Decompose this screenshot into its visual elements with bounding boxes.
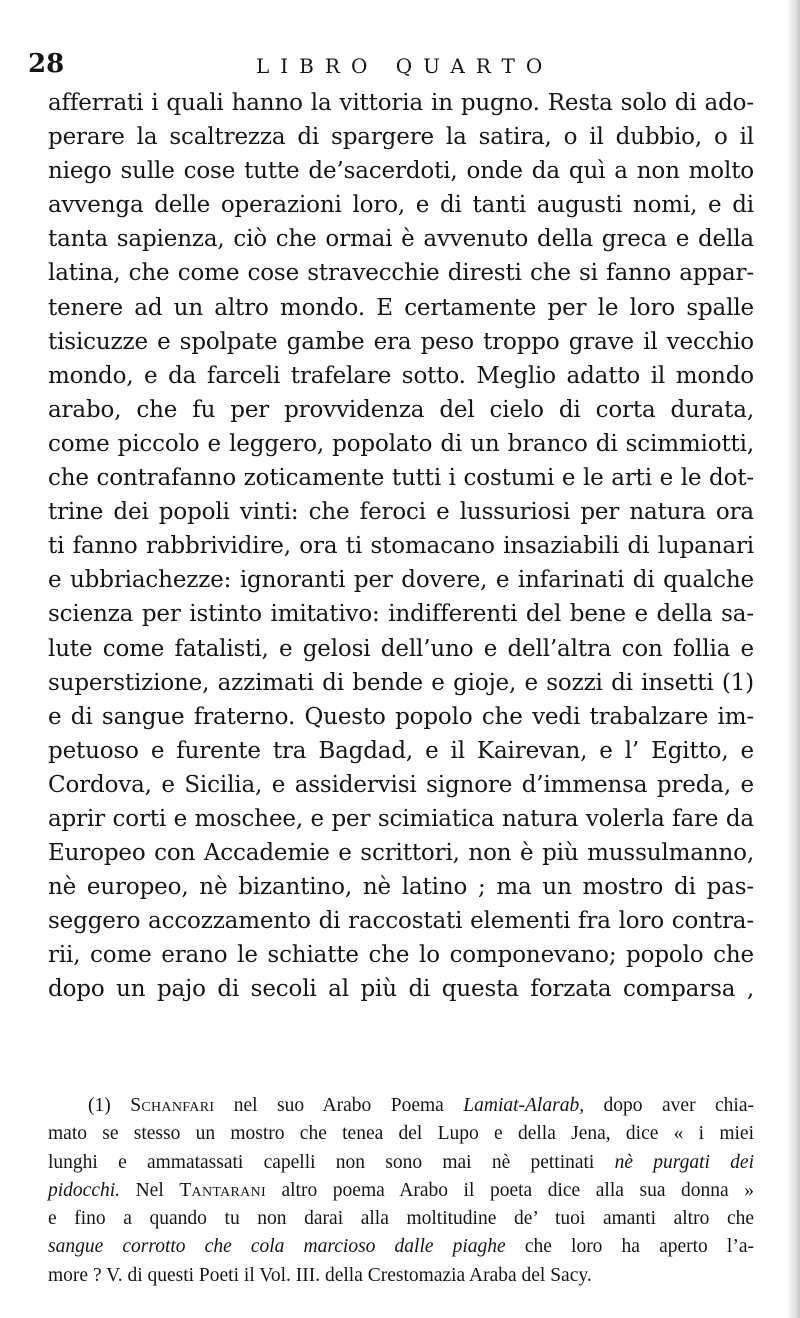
text-line: scienza per istinto imitativo: indifferenti del bene e della sa- — [48, 601, 754, 628]
text-line: ti fanno rabbrividire, ora ti stomacano insaziabili di lupanari — [48, 533, 754, 560]
text-line: niego sulle cose tutte de’sacerdoti, onde da quì a non molto — [48, 158, 754, 185]
text-line: latina, che come cose stravecchie diresti che si fanno appar- — [48, 260, 754, 287]
text-line: dopo un pajo di secoli al più di questa forzata comparsa , — [48, 976, 754, 1003]
footnote-italic: nè purgati dei — [614, 1151, 754, 1173]
footnote-text: nel suo Arabo Poema — [214, 1095, 464, 1116]
text-line: tenere ad un altro mondo. E certamente per le loro spalle — [48, 294, 754, 321]
text-line: aprir corti e moschee, e per scimiatica natura volerla fare da — [48, 805, 754, 832]
page-number: 28 — [28, 49, 65, 79]
footnote-italic: pidocchi. — [48, 1179, 121, 1201]
page-header — [28, 44, 768, 84]
footnote-text: che loro ha aperto l’a- — [505, 1236, 754, 1258]
footnote-line: more ? V. di questi Poeti il Vol. III. della Crestomazia Araba del Sacy. — [48, 1264, 592, 1286]
text-line: trine dei popoli vinti: che feroci e lussuriosi per natura ora — [48, 499, 754, 526]
text-line: avvenga delle operazioni loro, e di tanti augusti nomi, e di — [48, 192, 754, 219]
text-line: petuoso e furente tra Bagdad, e il Kairevan, e l’ Egitto, e — [48, 737, 754, 764]
text-line: tanta sapienza, ciò che ormai è avvenuto della greca e della — [48, 226, 754, 253]
author-name: Tantarani — [179, 1179, 266, 1201]
text-line: arabo, che fu per provvidenza del cielo di corta durata, — [48, 396, 754, 423]
text-line: Europeo con Accademie e scrittori, non è più mussulmanno, — [48, 840, 754, 867]
footnote-line — [48, 1092, 754, 1120]
footnote-italic: sangue corrotto che cola marcioso dalle piaghe — [48, 1236, 506, 1258]
footnote-text: Nel — [120, 1179, 180, 1201]
footnote-line — [48, 1149, 754, 1177]
text-line: Cordova, e Sicilia, e assidervisi signore d’immensa preda, e — [48, 771, 754, 798]
running-title: LIBRO QUARTO — [256, 54, 554, 78]
text-line: rii, come erano le schiatte che lo componevano; popolo che — [48, 942, 754, 969]
footnote-line: e fino a quando tu non darai alla moltitudine de’ tuoi amanti altro che — [48, 1208, 754, 1230]
text-line: e ubbriachezze: ignoranti per dovere, e infarinati di qualche — [48, 567, 754, 594]
text-line: come piccolo e leggero, popolato di un branco di scimmiotti, — [48, 430, 754, 457]
footnote-marker: (1) — [88, 1095, 111, 1116]
text-line: seggero accozzamento di raccostati elementi fra loro contra- — [48, 908, 754, 935]
text-line: mondo, e da farceli trafelare sotto. Meglio adatto il mondo — [48, 362, 754, 389]
text-line: tisicuzze e spolpate gambe era peso troppo grave il vecchio — [48, 328, 754, 355]
footnote-line — [48, 1177, 754, 1205]
text-line: e di sangue fraterno. Questo popolo che vedi trabalzare im- — [48, 703, 754, 730]
footnote-text: lunghi e ammatassati capelli non sono mai nè pettinati — [48, 1151, 615, 1173]
author-name: Schanfari — [130, 1095, 215, 1116]
text-line: afferrati i quali hanno la vittoria in pugno. Resta solo di ado- — [48, 90, 754, 116]
footnote-line — [48, 1233, 754, 1261]
footnote — [48, 1092, 754, 1290]
text-line: perare la scaltrezza di spargere la satira, o il dubbio, o il — [48, 124, 754, 151]
footnote-line: mato se stesso un mostro che tenea del Lupo e della Jena, dice « i miei — [48, 1123, 754, 1145]
poem-title: Lamiat-Alarab — [463, 1095, 580, 1116]
text-line: che contrafanno zoticamente tutti i costumi e le arti e le dot- — [48, 465, 754, 492]
text-line: lute come fatalisti, e gelosi dell’uno e dell’altra con follia e — [48, 635, 754, 662]
main-text — [48, 86, 754, 1007]
footnote-text: altro poema Arabo il poeta dice alla sua donna » — [265, 1179, 755, 1201]
footnote-text: , dopo aver chia- — [579, 1095, 754, 1116]
text-line: superstizione, azzimati di bende e gioje, e sozzi di insetti (1) — [48, 669, 754, 696]
text-line: nè europeo, nè bizantino, nè latino ; ma un mostro di pas- — [48, 874, 754, 901]
page-edge-shadow — [786, 0, 800, 1318]
